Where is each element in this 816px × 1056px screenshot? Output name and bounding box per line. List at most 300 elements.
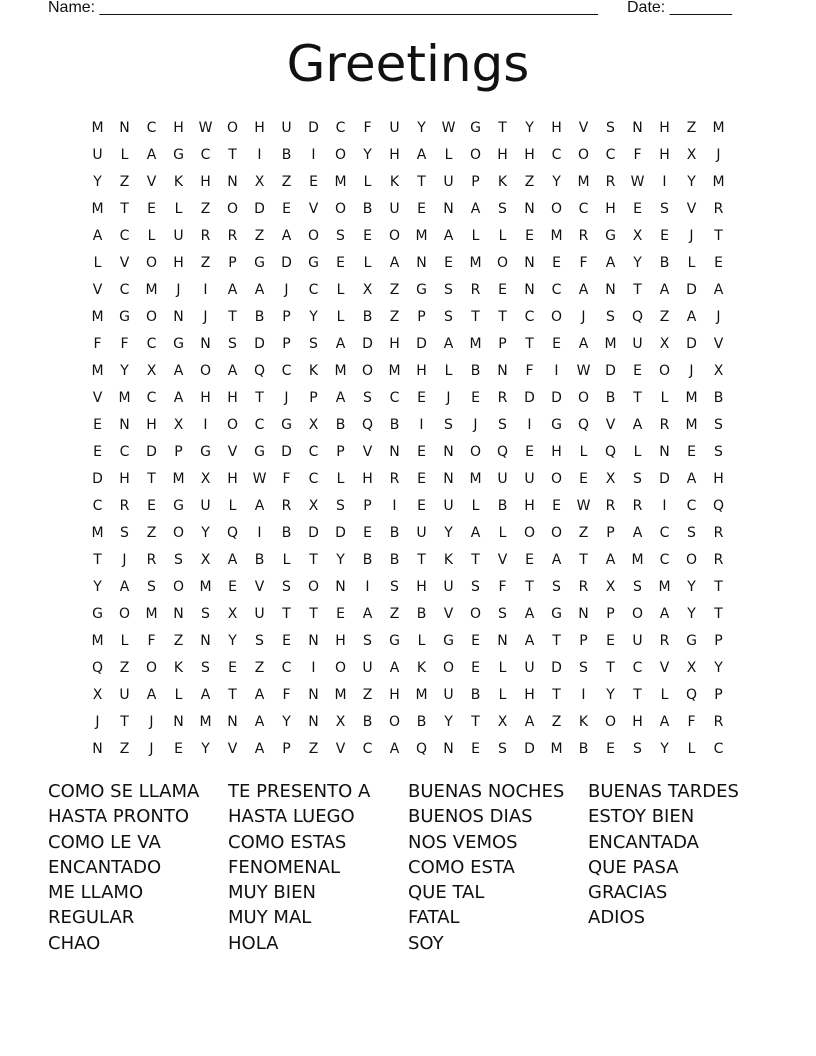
grid-letter[interactable]: S [471, 578, 480, 595]
grid-letter[interactable]: X [362, 281, 373, 298]
grid-letter[interactable]: X [686, 659, 697, 676]
grid-letter[interactable]: H [119, 470, 130, 487]
grid-letter[interactable]: J [689, 362, 694, 379]
grid-letter[interactable]: N [632, 119, 643, 136]
grid-letter[interactable]: V [254, 578, 265, 595]
grid-letter[interactable]: I [257, 524, 262, 541]
grid-letter[interactable]: A [470, 200, 481, 217]
grid-letter[interactable]: N [308, 632, 319, 649]
grid-letter[interactable]: H [173, 254, 184, 271]
grid-letter[interactable]: F [633, 146, 642, 163]
grid-letter[interactable]: N [416, 254, 427, 271]
grid-letter[interactable]: O [550, 200, 563, 217]
grid-letter[interactable]: D [362, 335, 373, 352]
grid-letter[interactable]: Z [389, 605, 400, 622]
grid-letter[interactable]: E [147, 200, 156, 217]
grid-letter[interactable]: O [577, 389, 590, 406]
grid-letter[interactable]: B [659, 254, 670, 271]
grid-letter[interactable]: B [254, 308, 265, 325]
grid-letter[interactable]: R [713, 713, 724, 730]
grid-letter[interactable]: P [606, 524, 615, 541]
grid-letter[interactable]: M [334, 173, 347, 190]
grid-letter[interactable]: N [578, 605, 589, 622]
grid-letter[interactable]: L [336, 281, 345, 298]
grid-letter[interactable]: U [389, 200, 400, 217]
grid-letter[interactable]: S [336, 497, 345, 514]
grid-letter[interactable]: A [632, 524, 643, 541]
grid-letter[interactable]: O [199, 362, 212, 379]
grid-letter[interactable]: L [147, 227, 156, 244]
grid-letter[interactable]: U [524, 659, 535, 676]
grid-letter[interactable]: X [173, 416, 184, 433]
grid-letter[interactable]: B [578, 740, 589, 757]
grid-letter[interactable]: M [550, 227, 563, 244]
grid-letter[interactable]: V [578, 119, 589, 136]
grid-letter[interactable]: O [388, 227, 401, 244]
grid-letter[interactable]: H [362, 470, 373, 487]
grid-letter[interactable]: P [471, 173, 480, 190]
grid-letter[interactable]: L [633, 443, 642, 460]
grid-letter[interactable]: U [524, 470, 535, 487]
grid-letter[interactable]: C [92, 497, 103, 514]
grid-letter[interactable]: C [659, 551, 670, 568]
grid-letter[interactable]: C [281, 362, 292, 379]
grid-letter[interactable]: T [471, 713, 480, 730]
grid-letter[interactable]: L [174, 200, 183, 217]
grid-letter[interactable]: A [254, 281, 265, 298]
grid-letter[interactable]: B [470, 686, 481, 703]
grid-letter[interactable]: I [203, 416, 208, 433]
grid-letter[interactable]: R [497, 389, 508, 406]
grid-letter[interactable]: X [308, 416, 319, 433]
grid-letter[interactable]: G [605, 227, 616, 244]
grid-letter[interactable]: E [633, 200, 642, 217]
grid-letter[interactable]: T [120, 200, 129, 217]
grid-letter[interactable]: T [552, 686, 561, 703]
grid-letter[interactable]: C [200, 146, 211, 163]
grid-letter[interactable]: P [174, 443, 183, 460]
grid-letter[interactable]: O [307, 227, 320, 244]
grid-letter[interactable]: A [281, 227, 292, 244]
grid-letter[interactable]: H [389, 686, 400, 703]
grid-letter[interactable]: S [714, 416, 723, 433]
grid-letter[interactable]: A [254, 740, 265, 757]
grid-letter[interactable]: Y [552, 173, 561, 190]
grid-letter[interactable]: C [659, 524, 670, 541]
grid-letter[interactable]: O [334, 659, 347, 676]
grid-letter[interactable]: S [660, 200, 669, 217]
grid-letter[interactable]: I [581, 686, 586, 703]
grid-letter[interactable]: P [282, 335, 291, 352]
grid-letter[interactable]: A [389, 254, 400, 271]
grid-letter[interactable]: A [443, 335, 454, 352]
grid-letter[interactable]: I [392, 497, 397, 514]
grid-letter[interactable]: Q [415, 740, 428, 757]
grid-letter[interactable]: Z [146, 524, 157, 541]
grid-letter[interactable]: L [660, 389, 669, 406]
grid-letter[interactable]: S [444, 308, 453, 325]
grid-letter[interactable]: H [659, 146, 670, 163]
grid-letter[interactable]: H [335, 632, 346, 649]
grid-letter[interactable]: A [524, 605, 535, 622]
grid-letter[interactable]: E [525, 227, 534, 244]
grid-letter[interactable]: E [525, 551, 534, 568]
grid-letter[interactable]: M [631, 551, 644, 568]
grid-letter[interactable]: H [227, 389, 238, 406]
date-field[interactable]: Date: _______ [627, 0, 732, 16]
grid-letter[interactable]: T [309, 551, 318, 568]
grid-letter[interactable]: V [119, 254, 130, 271]
grid-letter[interactable]: D [92, 470, 103, 487]
grid-letter[interactable]: V [308, 200, 319, 217]
grid-letter[interactable]: T [714, 605, 723, 622]
grid-letter[interactable]: X [308, 497, 319, 514]
grid-letter[interactable]: X [146, 362, 157, 379]
grid-letter[interactable]: E [714, 254, 723, 271]
grid-letter[interactable]: M [550, 740, 563, 757]
grid-letter[interactable]: M [415, 686, 428, 703]
grid-letter[interactable]: W [576, 497, 591, 514]
grid-letter[interactable]: G [92, 605, 103, 622]
grid-letter[interactable]: H [146, 416, 157, 433]
grid-letter[interactable]: S [498, 200, 507, 217]
grid-letter[interactable]: M [91, 119, 104, 136]
grid-letter[interactable]: M [334, 362, 347, 379]
grid-letter[interactable]: X [497, 713, 508, 730]
grid-letter[interactable]: M [604, 335, 617, 352]
grid-letter[interactable]: W [252, 470, 267, 487]
grid-letter[interactable]: N [524, 254, 535, 271]
grid-letter[interactable]: V [335, 740, 346, 757]
grid-letter[interactable]: E [606, 740, 615, 757]
grid-letter[interactable]: Y [633, 254, 642, 271]
grid-letter[interactable]: T [309, 605, 318, 622]
grid-letter[interactable]: H [254, 119, 265, 136]
grid-letter[interactable]: L [444, 362, 453, 379]
grid-letter[interactable]: W [441, 119, 456, 136]
grid-letter[interactable]: Q [604, 443, 617, 460]
grid-letter[interactable]: Z [578, 524, 589, 541]
grid-letter[interactable]: L [498, 686, 507, 703]
grid-letter[interactable]: T [147, 470, 156, 487]
grid-letter[interactable]: B [713, 389, 724, 406]
grid-letter[interactable]: N [497, 632, 508, 649]
grid-letter[interactable]: D [605, 362, 616, 379]
grid-letter[interactable]: V [686, 200, 697, 217]
grid-letter[interactable]: B [470, 362, 481, 379]
grid-letter[interactable]: P [714, 686, 723, 703]
grid-letter[interactable]: M [685, 389, 698, 406]
grid-letter[interactable]: O [226, 200, 239, 217]
grid-letter[interactable]: Z [389, 308, 400, 325]
grid-letter[interactable]: T [714, 227, 723, 244]
grid-letter[interactable]: V [443, 605, 454, 622]
grid-letter[interactable]: I [203, 281, 208, 298]
grid-letter[interactable]: J [446, 389, 451, 406]
grid-letter[interactable]: M [199, 578, 212, 595]
grid-letter[interactable]: S [228, 335, 237, 352]
grid-letter[interactable]: D [524, 740, 535, 757]
grid-letter[interactable]: N [227, 173, 238, 190]
grid-letter[interactable]: T [633, 686, 642, 703]
grid-letter[interactable]: A [254, 497, 265, 514]
grid-letter[interactable]: L [579, 443, 588, 460]
grid-letter[interactable]: A [659, 605, 670, 622]
grid-letter[interactable]: E [579, 470, 588, 487]
grid-letter[interactable]: S [255, 632, 264, 649]
grid-letter[interactable]: Q [91, 659, 104, 676]
grid-letter[interactable]: A [686, 308, 697, 325]
grid-letter[interactable]: A [92, 227, 103, 244]
grid-letter[interactable]: L [471, 497, 480, 514]
grid-letter[interactable]: N [227, 713, 238, 730]
grid-letter[interactable]: G [173, 146, 184, 163]
grid-letter[interactable]: D [524, 389, 535, 406]
grid-letter[interactable]: S [444, 416, 453, 433]
grid-letter[interactable]: K [173, 173, 184, 190]
grid-letter[interactable]: B [605, 389, 616, 406]
grid-letter[interactable]: L [120, 632, 129, 649]
grid-letter[interactable]: R [470, 281, 481, 298]
grid-letter[interactable]: Q [496, 443, 509, 460]
grid-letter[interactable]: H [659, 119, 670, 136]
grid-letter[interactable]: S [498, 605, 507, 622]
grid-letter[interactable]: A [524, 713, 535, 730]
grid-letter[interactable]: G [686, 632, 697, 649]
grid-letter[interactable]: Y [336, 551, 345, 568]
grid-letter[interactable]: A [416, 146, 427, 163]
grid-letter[interactable]: D [146, 443, 157, 460]
grid-letter[interactable]: H [416, 362, 427, 379]
grid-letter[interactable]: C [308, 443, 319, 460]
grid-letter[interactable]: A [254, 686, 265, 703]
grid-letter[interactable]: T [633, 281, 642, 298]
grid-letter[interactable]: U [389, 119, 400, 136]
grid-letter[interactable]: Y [687, 605, 696, 622]
grid-letter[interactable]: A [254, 713, 265, 730]
grid-letter[interactable]: M [334, 686, 347, 703]
grid-letter[interactable]: S [201, 605, 210, 622]
grid-letter[interactable]: S [201, 659, 210, 676]
grid-letter[interactable]: E [471, 740, 480, 757]
grid-letter[interactable]: A [578, 281, 589, 298]
grid-letter[interactable]: A [659, 281, 670, 298]
grid-letter[interactable]: E [471, 632, 480, 649]
grid-letter[interactable]: U [443, 497, 454, 514]
grid-letter[interactable]: C [578, 200, 589, 217]
grid-letter[interactable]: D [254, 335, 265, 352]
grid-letter[interactable]: O [226, 416, 239, 433]
grid-letter[interactable]: S [336, 227, 345, 244]
grid-letter[interactable]: N [173, 308, 184, 325]
grid-letter[interactable]: I [311, 146, 316, 163]
grid-letter[interactable]: C [281, 659, 292, 676]
grid-letter[interactable]: F [687, 713, 696, 730]
grid-letter[interactable]: X [200, 551, 211, 568]
grid-letter[interactable]: N [173, 605, 184, 622]
grid-letter[interactable]: L [660, 686, 669, 703]
grid-letter[interactable]: P [417, 308, 426, 325]
grid-letter[interactable]: Y [444, 524, 453, 541]
grid-letter[interactable]: F [147, 632, 156, 649]
grid-letter[interactable]: B [497, 497, 508, 514]
grid-letter[interactable]: B [416, 605, 427, 622]
grid-letter[interactable]: Y [228, 632, 237, 649]
grid-letter[interactable]: R [632, 497, 643, 514]
grid-letter[interactable]: Y [201, 524, 210, 541]
grid-letter[interactable]: Q [577, 416, 590, 433]
grid-letter[interactable]: H [551, 119, 562, 136]
grid-letter[interactable]: N [308, 713, 319, 730]
grid-letter[interactable]: Q [631, 308, 644, 325]
grid-letter[interactable]: E [93, 443, 102, 460]
grid-letter[interactable]: O [226, 119, 239, 136]
grid-letter[interactable]: O [172, 524, 185, 541]
name-field[interactable]: Name: ________________________________________________________ [48, 0, 598, 16]
grid-letter[interactable]: M [685, 416, 698, 433]
grid-letter[interactable]: B [362, 713, 373, 730]
grid-letter[interactable]: J [176, 281, 181, 298]
grid-letter[interactable]: S [363, 632, 372, 649]
grid-letter[interactable]: J [122, 551, 127, 568]
grid-letter[interactable]: D [281, 254, 292, 271]
grid-letter[interactable]: C [308, 281, 319, 298]
grid-letter[interactable]: B [389, 524, 400, 541]
grid-letter[interactable]: G [443, 632, 454, 649]
grid-letter[interactable]: J [149, 713, 154, 730]
grid-letter[interactable]: P [309, 389, 318, 406]
grid-letter[interactable]: O [469, 605, 482, 622]
grid-letter[interactable]: Y [309, 308, 318, 325]
grid-letter[interactable]: R [578, 227, 589, 244]
grid-letter[interactable]: D [686, 281, 697, 298]
grid-letter[interactable]: O [307, 578, 320, 595]
grid-letter[interactable]: P [498, 335, 507, 352]
grid-letter[interactable]: X [335, 713, 346, 730]
grid-letter[interactable]: H [389, 146, 400, 163]
grid-letter[interactable]: L [336, 308, 345, 325]
grid-letter[interactable]: N [443, 740, 454, 757]
grid-letter[interactable]: P [228, 254, 237, 271]
grid-letter[interactable]: E [417, 443, 426, 460]
grid-letter[interactable]: G [551, 416, 562, 433]
grid-letter[interactable]: L [363, 254, 372, 271]
grid-letter[interactable]: X [227, 605, 238, 622]
grid-letter[interactable]: T [714, 578, 723, 595]
grid-letter[interactable]: A [524, 632, 535, 649]
grid-letter[interactable]: M [145, 605, 158, 622]
grid-letter[interactable]: N [659, 443, 670, 460]
grid-letter[interactable]: R [227, 227, 238, 244]
grid-letter[interactable]: Y [444, 713, 453, 730]
grid-letter[interactable]: S [282, 578, 291, 595]
grid-letter[interactable]: L [471, 227, 480, 244]
grid-letter[interactable]: O [388, 713, 401, 730]
grid-letter[interactable]: U [443, 173, 454, 190]
grid-letter[interactable]: K [416, 659, 427, 676]
grid-letter[interactable]: M [388, 362, 401, 379]
grid-letter[interactable]: Z [389, 281, 400, 298]
grid-letter[interactable]: R [200, 227, 211, 244]
grid-letter[interactable]: I [554, 362, 559, 379]
grid-letter[interactable]: T [417, 551, 426, 568]
grid-letter[interactable]: E [471, 389, 480, 406]
grid-letter[interactable]: D [308, 119, 319, 136]
grid-letter[interactable]: M [577, 173, 590, 190]
grid-letter[interactable]: S [363, 389, 372, 406]
grid-letter[interactable]: B [254, 551, 265, 568]
grid-letter[interactable]: A [119, 578, 130, 595]
grid-letter[interactable]: J [716, 308, 721, 325]
grid-letter[interactable]: V [92, 389, 103, 406]
grid-letter[interactable]: T [471, 551, 480, 568]
grid-letter[interactable]: A [713, 281, 724, 298]
grid-letter[interactable]: F [282, 470, 291, 487]
grid-letter[interactable]: Q [361, 416, 374, 433]
grid-letter[interactable]: N [443, 443, 454, 460]
grid-letter[interactable]: C [308, 470, 319, 487]
grid-letter[interactable]: C [119, 227, 130, 244]
grid-letter[interactable]: U [173, 227, 184, 244]
grid-letter[interactable]: A [335, 389, 346, 406]
grid-letter[interactable]: S [633, 740, 642, 757]
grid-letter[interactable]: A [389, 659, 400, 676]
grid-letter[interactable]: Y [714, 659, 723, 676]
grid-letter[interactable]: Y [363, 146, 372, 163]
grid-letter[interactable]: H [524, 146, 535, 163]
grid-letter[interactable]: D [416, 335, 427, 352]
grid-letter[interactable]: Z [173, 632, 184, 649]
grid-letter[interactable]: T [120, 713, 129, 730]
grid-letter[interactable]: V [362, 443, 373, 460]
grid-letter[interactable]: F [363, 119, 372, 136]
grid-letter[interactable]: V [92, 281, 103, 298]
grid-letter[interactable]: C [524, 308, 535, 325]
grid-letter[interactable]: P [363, 497, 372, 514]
grid-letter[interactable]: X [200, 470, 211, 487]
grid-letter[interactable]: C [713, 740, 724, 757]
grid-letter[interactable]: D [551, 389, 562, 406]
grid-letter[interactable]: X [605, 578, 616, 595]
grid-letter[interactable]: R [119, 497, 130, 514]
grid-letter[interactable]: P [579, 632, 588, 649]
grid-letter[interactable]: E [444, 254, 453, 271]
grid-letter[interactable]: U [362, 659, 373, 676]
grid-letter[interactable]: C [551, 281, 562, 298]
grid-letter[interactable]: G [389, 632, 400, 649]
grid-letter[interactable]: I [662, 497, 667, 514]
grid-letter[interactable]: S [174, 551, 183, 568]
grid-letter[interactable]: O [550, 470, 563, 487]
grid-letter[interactable]: C [119, 443, 130, 460]
grid-letter[interactable]: U [281, 119, 292, 136]
grid-letter[interactable]: M [145, 281, 158, 298]
grid-letter[interactable]: F [498, 578, 507, 595]
grid-letter[interactable]: X [713, 362, 724, 379]
grid-letter[interactable]: A [227, 362, 238, 379]
grid-letter[interactable]: J [716, 146, 721, 163]
grid-letter[interactable]: L [498, 524, 507, 541]
grid-letter[interactable]: T [606, 659, 615, 676]
grid-letter[interactable]: V [227, 740, 238, 757]
grid-letter[interactable]: E [282, 632, 291, 649]
grid-letter[interactable]: I [365, 578, 370, 595]
grid-letter[interactable]: O [658, 362, 671, 379]
grid-letter[interactable]: G [281, 416, 292, 433]
grid-letter[interactable]: P [714, 632, 723, 649]
grid-letter[interactable]: H [200, 389, 211, 406]
grid-letter[interactable]: O [631, 605, 644, 622]
